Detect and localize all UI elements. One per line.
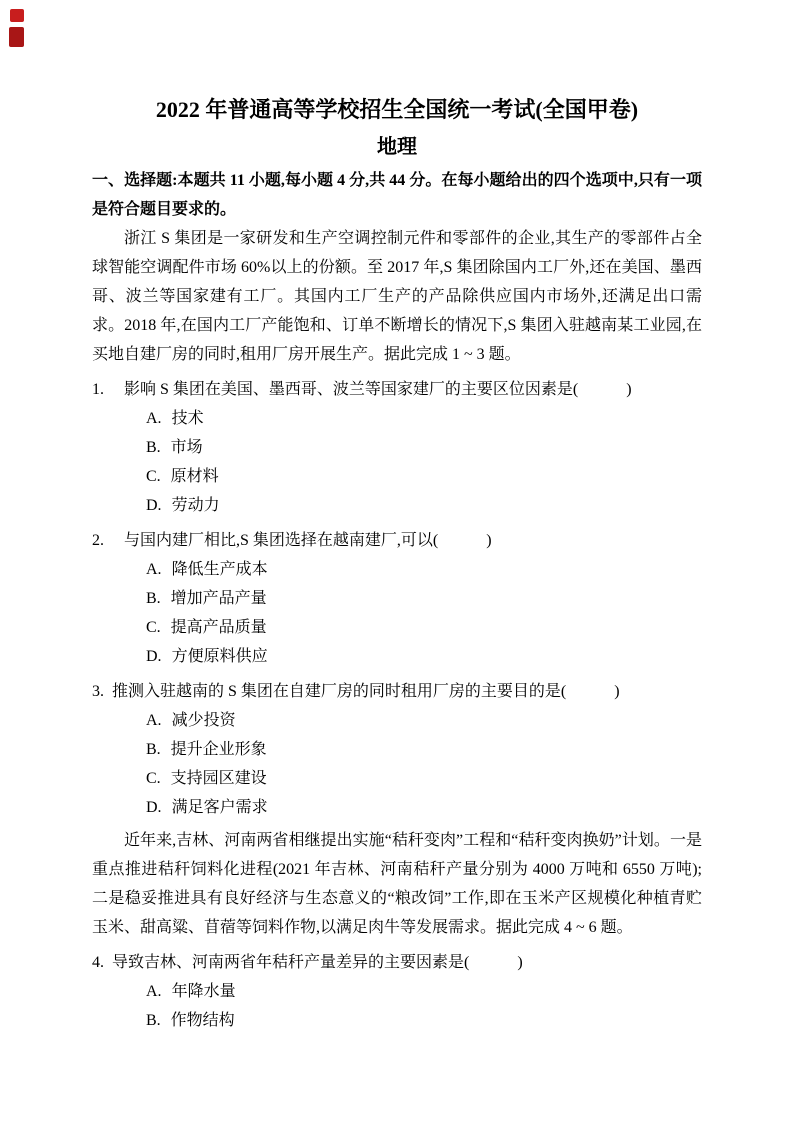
option-text: 增加产品产量 (170, 590, 267, 607)
question-4-option-b (92, 1006, 702, 1035)
question-3-option-c (92, 764, 702, 793)
question-4-stem: 导致吉林、河南两省年秸秆产量差异的主要因素是( ) (112, 954, 523, 971)
option-text: 提高产品质量 (170, 619, 267, 636)
section-instructions: 一、选择题:本题共 11 小题,每小题 4 分,共 44 分。在每小题给出的四个选项中,只有一项是符合题目要求的。 (92, 172, 702, 218)
question-4-number: 4. (92, 954, 104, 971)
option-text: 支持园区建设 (170, 770, 267, 787)
red-stamp-mark-bottom (9, 27, 24, 47)
option-text: 降低生产成本 (171, 561, 268, 578)
question-2-number: 2. (92, 532, 104, 549)
option-label: B. (146, 590, 161, 607)
option-label: A. (146, 410, 162, 427)
option-label: A. (146, 712, 162, 729)
option-text: 满足客户需求 (171, 799, 268, 816)
question-1-number: 1. (92, 381, 104, 398)
passage-2: 近年来,吉林、河南两省相继提出实施“秸秆变肉”工程和“秸秆变肉换奶”计划。一是重点推进秸秆饲料化进程(2021 年吉林、河南秸秆产量分别为 4000 万吨和 6550 万吨);二是稳妥推进具有良好经济与生态意义的“粮改饲”工作,即在玉米产区规模化种植青贮玉米、甜高粱、苜蓿等饲料作物,以满足肉牛等发展需求。据此完成 4 ~ 6 题。 (92, 832, 702, 936)
option-label: C. (146, 468, 161, 485)
question-3-option-d (92, 793, 702, 822)
option-text: 作物结构 (170, 1012, 235, 1029)
question-1-stem: 影响 S 集团在美国、墨西哥、波兰等国家建厂的主要区位因素是( ) (124, 381, 632, 398)
question-1 (92, 375, 702, 404)
option-label: A. (146, 561, 162, 578)
question-3-option-b (92, 735, 702, 764)
question-2 (92, 526, 702, 555)
option-text: 劳动力 (171, 497, 220, 514)
option-text: 减少投资 (171, 712, 236, 729)
question-3-option-a (92, 706, 702, 735)
question-4 (92, 948, 702, 977)
passage-1: 浙江 S 集团是一家研发和生产空调控制元件和零部件的企业,其生产的零部件占全球智能空调配件市场 60%以上的份额。至 2017 年,S 集团除国内工厂外,还在美国、墨西哥、波兰等国家建有工厂。其国内工厂生产的产品除供应国内市场外,还满足出口需求。2018 年,在国内工厂产能饱和、订单不断增长的情况下,S 集团入驻越南某工业园,在买地自建厂房的同时,租用厂房开展生产。据此完成 1 ~ 3 题。 (92, 230, 702, 363)
question-3-stem: 推测入驻越南的 S 集团在自建厂房的同时租用厂房的主要目的是( ) (112, 683, 620, 700)
question-1-option-a (92, 404, 702, 433)
question-2-option-c (92, 613, 702, 642)
question-1-option-c (92, 462, 702, 491)
question-1-option-d (92, 491, 702, 520)
option-text: 市场 (170, 439, 203, 456)
question-2-option-d (92, 642, 702, 671)
option-text: 提升企业形象 (170, 741, 267, 758)
option-label: D. (146, 799, 162, 816)
option-text: 年降水量 (171, 983, 236, 1000)
question-1-option-b (92, 433, 702, 462)
option-label: B. (146, 439, 161, 456)
option-text: 技术 (171, 410, 204, 427)
question-4-option-a (92, 977, 702, 1006)
question-2-option-a (92, 555, 702, 584)
exam-subject: 地理 (377, 136, 417, 158)
option-label: B. (146, 741, 161, 758)
red-stamp-mark-top (10, 9, 24, 22)
question-3 (92, 677, 702, 706)
option-label: B. (146, 1012, 161, 1029)
option-label: D. (146, 497, 162, 514)
option-label: A. (146, 983, 162, 1000)
option-label: D. (146, 648, 162, 665)
exam-title: 2022 年普通高等学校招生全国统一考试(全国甲卷) (155, 97, 639, 122)
question-3-number: 3. (92, 683, 104, 700)
question-2-stem: 与国内建厂相比,S 集团选择在越南建厂,可以( ) (124, 532, 492, 549)
option-label: C. (146, 770, 161, 787)
option-label: C. (146, 619, 161, 636)
option-text: 方便原料供应 (171, 648, 268, 665)
option-text: 原材料 (170, 468, 219, 485)
question-2-option-b (92, 584, 702, 613)
